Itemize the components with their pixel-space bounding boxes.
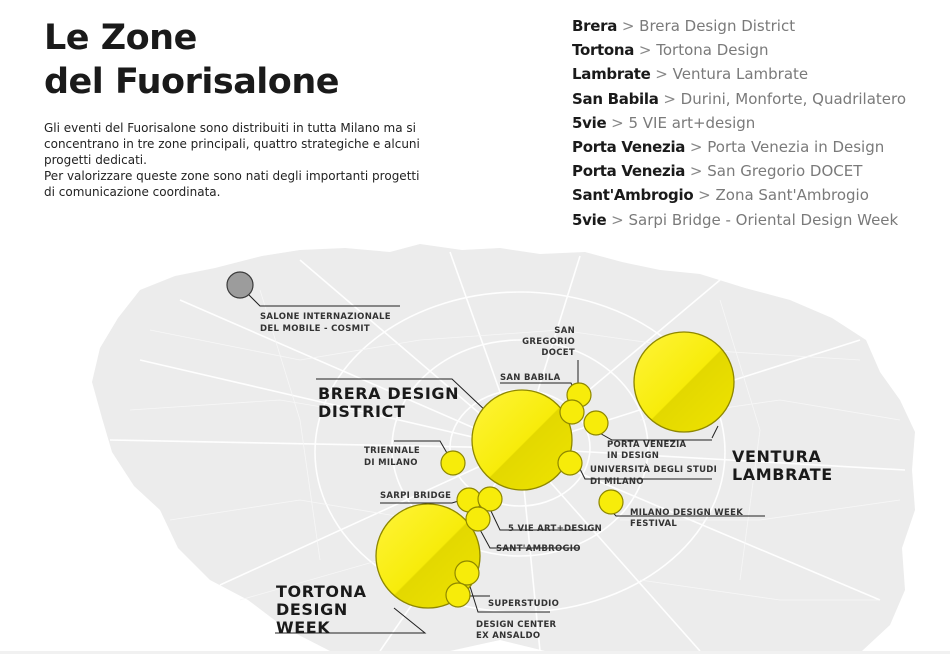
zone-item [572, 135, 906, 159]
san-gregorio-label: DOCET [541, 348, 575, 358]
triennale-label: DI MILANO [364, 458, 418, 468]
zone-value: Sarpi Bridge - Oriental Design Week [628, 210, 899, 229]
porta-venezia-label: IN DESIGN [607, 451, 660, 461]
zone-key: San Babila [572, 89, 659, 108]
zone-item [572, 38, 906, 62]
salone-label: DEL MOBILE - COSMIT [260, 324, 370, 334]
zone-separator: > [621, 17, 635, 35]
salone-label: SALONE INTERNAZIONALE [260, 312, 391, 322]
tortona-label: DESIGN [276, 600, 348, 619]
san-babila-label: SAN BABILA [500, 373, 561, 383]
brera-marker[interactable] [472, 390, 572, 490]
zone-value: San Gregorio DOCET [707, 162, 863, 181]
brera-label: DISTRICT [318, 402, 406, 421]
ventura-lambrate-marker[interactable] [634, 332, 734, 432]
zone-list [572, 14, 906, 232]
ansaldo-marker[interactable] [446, 583, 470, 607]
zone-key: Porta Venezia [572, 138, 686, 157]
san-gregorio-label: GREGORIO [522, 337, 575, 347]
intro-line: di comunicazione coordinata. [44, 185, 221, 199]
salone-marker[interactable] [227, 272, 253, 298]
ventura-label: VENTURA [732, 447, 822, 466]
universita-label: UNIVERSITÀ DEGLI STUDI [590, 465, 718, 475]
zone-item [572, 208, 906, 232]
zone-item [572, 14, 906, 38]
santambrogio-marker[interactable] [466, 507, 490, 531]
zone-separator: > [611, 113, 624, 132]
zone-value: Porta Venezia in Design [707, 138, 885, 157]
zone-key: Lambrate [572, 65, 651, 84]
sarpi-label: SARPI BRIDGE [380, 491, 452, 501]
intro-line: Gli eventi del Fuorisalone sono distribuiti in tutta Milano ma si [44, 121, 416, 135]
universita-marker[interactable] [558, 451, 582, 475]
zone-item [572, 62, 906, 86]
ventura-label: LAMBRATE [732, 465, 833, 484]
ansaldo-label: DESIGN CENTER [476, 620, 557, 630]
zone-value: Zona Sant'Ambrogio [715, 186, 869, 205]
page-title [44, 16, 339, 104]
zone-value: Ventura Lambrate [672, 65, 809, 84]
santambrogio-label: SANT'AMBROGIO [496, 544, 581, 554]
superstudio-label: SUPERSTUDIO [488, 599, 560, 609]
intro-line: Per valorizzare queste zone sono nati degli importanti progetti [44, 169, 420, 183]
zone-separator: > [655, 65, 668, 84]
porta-venezia-label: PORTA VENEZIA [607, 440, 687, 450]
intro-paragraph [44, 120, 444, 200]
ansaldo-label: EX ANSALDO [476, 631, 541, 641]
zone-separator: > [698, 186, 711, 205]
mdw-festival-label: MILANO DESIGN WEEK [630, 508, 744, 518]
zone-separator: > [611, 210, 624, 229]
zone-separator: > [638, 41, 652, 60]
zone-item [572, 111, 906, 135]
zone-item [572, 87, 906, 111]
zone-separator: > [689, 138, 703, 157]
superstudio-marker[interactable] [455, 561, 479, 585]
zone-key: 5vie [572, 113, 607, 132]
zone-item [572, 183, 906, 207]
san-gregorio-label: SAN [554, 326, 575, 336]
brera-label: BRERA DESIGN [318, 384, 460, 403]
zone-key: Brera [572, 17, 618, 35]
zone-separator: > [663, 89, 676, 108]
cinque-vie-label: 5 VIE ART+DESIGN [508, 524, 603, 534]
tortona-label: WEEK [276, 618, 331, 637]
porta-venezia-marker[interactable] [584, 411, 608, 435]
mdw-festival-label: FESTIVAL [630, 519, 678, 529]
zone-value: Durini, Monforte, Quadrilatero [680, 89, 907, 108]
triennale-label: TRIENNALE [364, 446, 421, 456]
triennale-marker[interactable] [441, 451, 465, 475]
zone-key: Porta Venezia [572, 162, 686, 181]
zone-key: Sant'Ambrogio [572, 186, 694, 205]
san-babila-marker[interactable] [560, 400, 584, 424]
intro-line: concentrano in tre zone principali, quattro strategiche e alcuni [44, 137, 420, 151]
title-line-2: del Fuorisalone [44, 62, 340, 102]
zone-value: Brera Design District [639, 17, 796, 35]
universita-label: DI MILANO [590, 477, 644, 487]
zone-item [572, 159, 906, 183]
mdw-festival-marker[interactable] [599, 490, 623, 514]
tortona-label: TORTONA [276, 582, 367, 601]
title-line-1: Le Zone [44, 18, 197, 58]
zone-value: Tortona Design [656, 41, 769, 60]
zone-key: Tortona [572, 41, 635, 60]
zone-value: 5 VIE art+design [628, 113, 756, 132]
fuorisalone-map [0, 238, 950, 651]
intro-line: progetti dedicati. [44, 153, 147, 167]
zone-separator: > [689, 162, 703, 181]
zone-key: 5vie [572, 210, 607, 229]
